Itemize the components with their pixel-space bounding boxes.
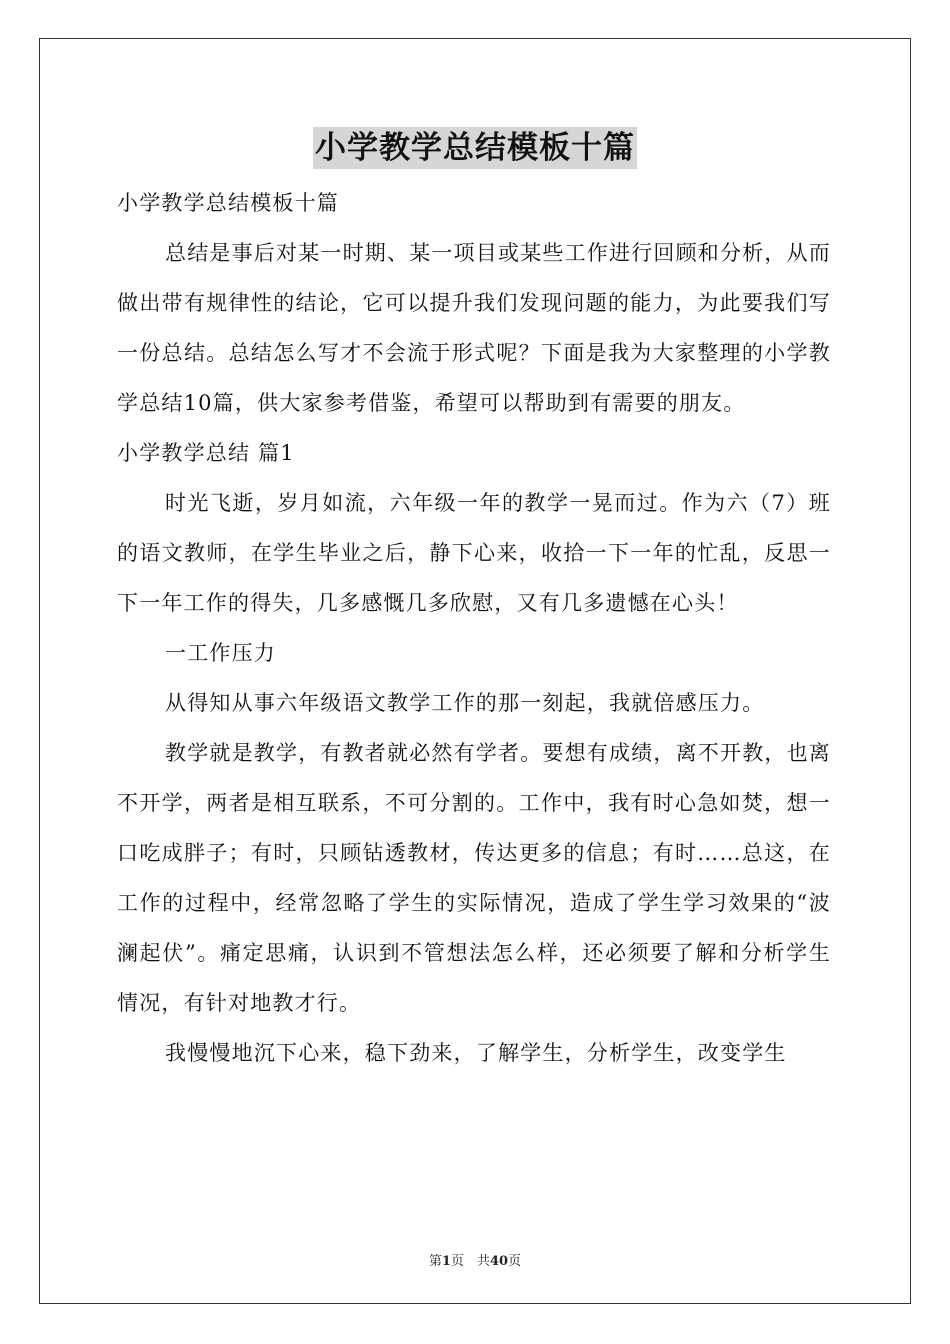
page-footer xyxy=(0,1250,950,1269)
paragraph: 我慢慢地沉下心来，稳下劲来，了解学生，分析学生，改变学生 xyxy=(165,1041,787,1065)
current-page-number: 1 xyxy=(441,1254,451,1269)
title-container xyxy=(0,127,950,169)
footer-suffix: 页 xyxy=(508,1254,522,1269)
document-body xyxy=(117,178,831,1078)
paragraph: 教学就是教学，有教者就必然有学者。要想有成绩，离不开教，也离不开学，两者是相互联系，不可分割的。工作中，我有时心急如焚，想一口吃成胖子；有时，只顾钻透教材，传达更多的信息；有时……总这，在工作的过程中，经常忽略了学生的实际情况，造成了学生学习效果的“波澜起伏”。痛定思痛，认识到不管想法怎么样，还必须要了解和分析学生情况，有针对地教才行。 xyxy=(117,741,831,1015)
document-title: 小学教学总结模板十篇 xyxy=(313,127,637,169)
total-page-number: 40 xyxy=(489,1254,509,1269)
footer-mid: 页 共 xyxy=(450,1254,490,1269)
sub-heading: 一工作压力 xyxy=(165,641,276,665)
section-heading: 小学教学总结 篇1 xyxy=(117,441,295,465)
paragraph: 从得知从事六年级语文教学工作的那一刻起，我就倍感压力。 xyxy=(165,691,765,715)
document-subtitle: 小学教学总结模板十篇 xyxy=(117,191,339,215)
footer-prefix: 第 xyxy=(428,1254,442,1269)
paragraph: 时光飞逝，岁月如流，六年级一年的教学一晃而过。作为六（7）班的语文教师，在学生毕业之后，静下心来，收拾一下一年的忙乱，反思一下一年工作的得失，几多感慨几多欣慰，又有几多遗憾在心头！ xyxy=(117,491,831,615)
intro-paragraph: 总结是事后对某一时期、某一项目或某些工作进行回顾和分析，从而做出带有规律性的结论，它可以提升我们发现问题的能力，为此要我们写一份总结。总结怎么写才不会流于形式呢？下面是我为大家整理的小学教学总结10篇，供大家参考借鉴，希望可以帮助到有需要的朋友。 xyxy=(117,241,831,415)
